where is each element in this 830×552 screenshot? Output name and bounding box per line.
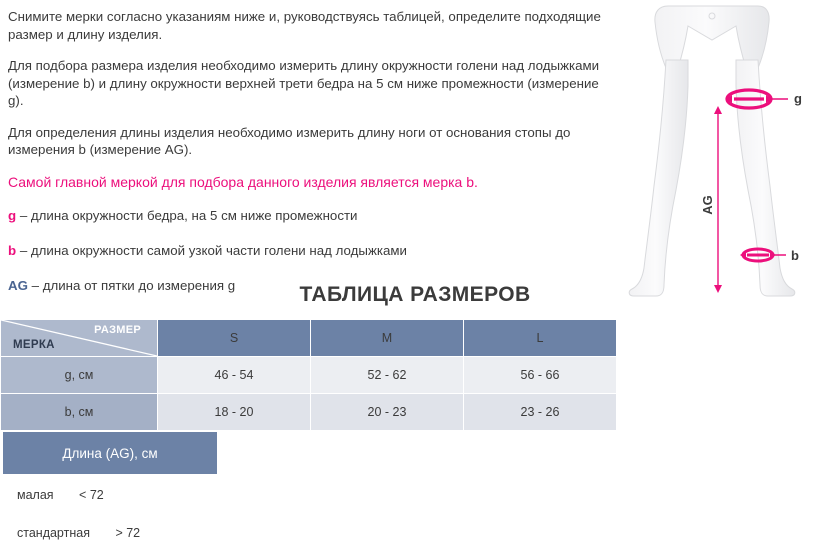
size-table (0, 319, 617, 431)
definition-g (8, 207, 608, 224)
table-row (1, 394, 617, 431)
cell-g-l: 56 - 66 (464, 357, 617, 394)
table-corner-cell (1, 320, 158, 357)
label-b: b (791, 248, 799, 263)
instruction-paragraph-3: Для определения длины изделия необходимо измерить длину ноги от основания стопы до измерения b (измерение AG). (8, 124, 571, 157)
length-value-standard: > 72 (115, 526, 141, 540)
ag-arrow-top (714, 106, 722, 114)
length-label-small: малая (17, 488, 54, 502)
column-header-m: M (311, 320, 464, 357)
definition-b-text: – длина окружности самой узкой части голени над лодыжками (16, 242, 407, 258)
highlight-note: Самой главной меркой для подбора данного изделия является мерка b. (8, 173, 478, 190)
length-value-small: < 72 (79, 488, 104, 502)
size-tables (0, 319, 830, 540)
table-header-row (1, 320, 617, 357)
definition-ag-text: – длина от пятки до измерения g (27, 277, 236, 293)
cell-g-m: 52 - 62 (311, 357, 464, 394)
length-table-header: Длина (AG), см (2, 431, 218, 475)
label-g: g (794, 91, 802, 106)
instruction-paragraph-2: Для подбора размера изделия необходимо измерить длину окружности голени над лодыжками (измерение b) и длину окружности верхней трети бедра на 5 см ниже промежности (измерение g). (8, 58, 600, 108)
length-row-standard (2, 513, 218, 551)
definition-ag-key: AG (8, 277, 28, 293)
cell-b-s: 18 - 20 (158, 394, 311, 431)
length-label-standard: стандартная (17, 526, 90, 540)
cell-b-l: 23 - 26 (464, 394, 617, 431)
left-leg-shape (629, 60, 688, 296)
definition-g-key: g (8, 207, 17, 223)
page-title: ТАБЛИЦА РАЗМЕРОВ (299, 283, 531, 306)
corner-measure-label: МЕРКА (13, 339, 55, 351)
cell-b-m: 20 - 23 (311, 394, 464, 431)
definition-g-text: – длина окружности бедра, на 5 см ниже промежности (16, 207, 358, 223)
pelvis-shape (655, 6, 769, 68)
definition-b-key: b (8, 242, 17, 258)
leg-measurement-illustration (608, 0, 830, 310)
row-label-b: b, см (1, 394, 158, 431)
instructions-column (8, 8, 608, 312)
column-header-s: S (158, 320, 311, 357)
corner-size-label: РАЗМЕР (94, 324, 141, 336)
column-header-l: L (464, 320, 617, 357)
length-table (2, 431, 218, 551)
table-row (1, 357, 617, 394)
row-label-g: g, см (1, 357, 158, 394)
instruction-paragraph-1: Снимите мерки согласно указаниям ниже и, руководствуясь таблицей, определите подходящие размер и длину изделия. (8, 9, 601, 42)
length-row-small (2, 475, 218, 513)
definition-b (8, 242, 608, 259)
cell-g-s: 46 - 54 (158, 357, 311, 394)
label-ag: AG (700, 195, 715, 215)
